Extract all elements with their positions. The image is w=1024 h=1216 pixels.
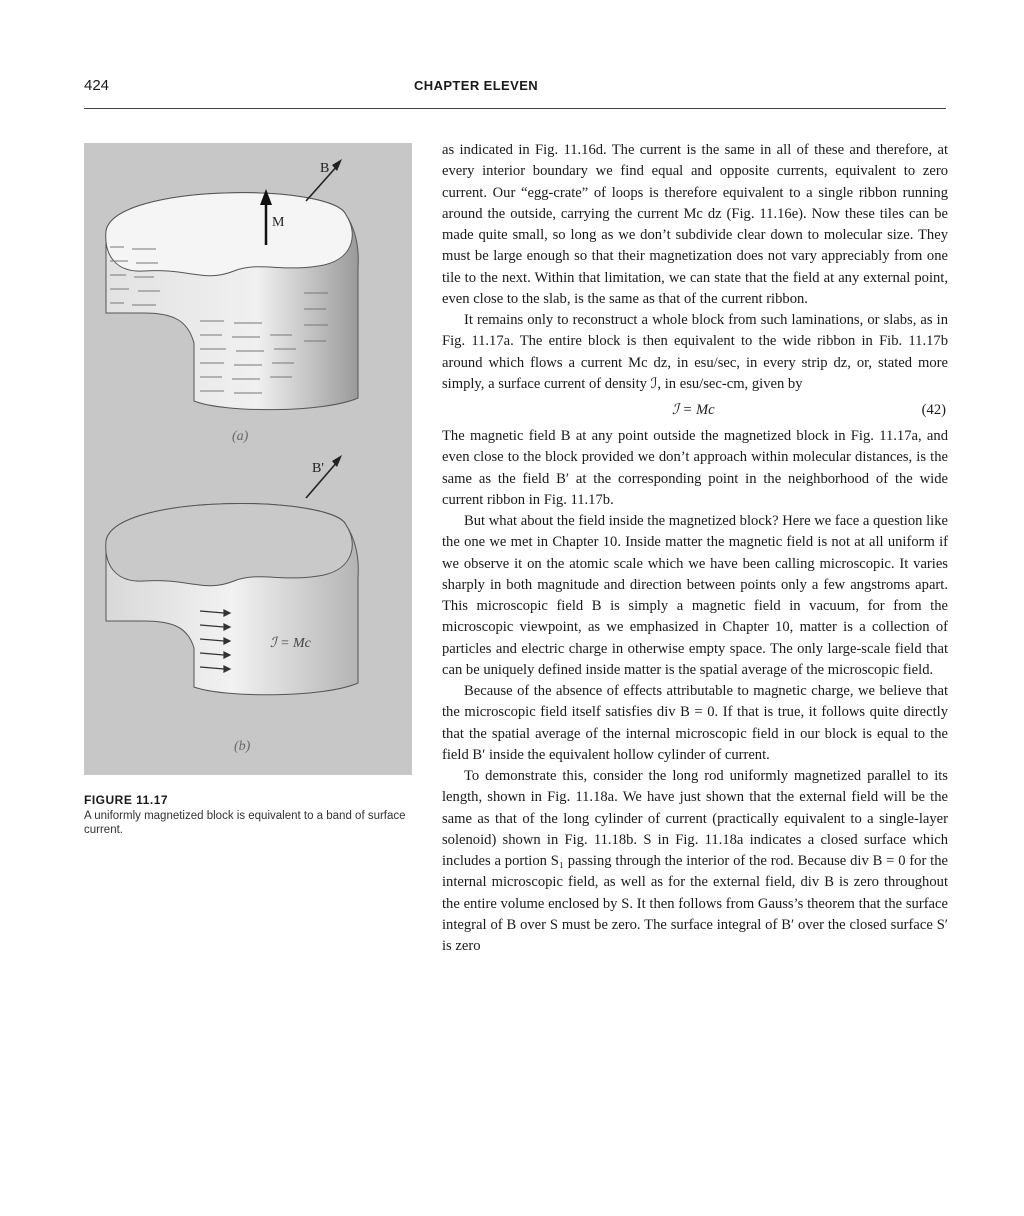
panel-b-label: (b) (234, 739, 251, 754)
figure-11-17 (84, 143, 412, 775)
equation-42 (442, 397, 948, 424)
equation-number: (42) (921, 402, 946, 418)
caption-title: FIGURE 11.17 (84, 793, 169, 807)
paragraph-2: It remains only to reconstruct a whole block from such laminations, or slabs, as in Fig. 11.17a. The entire block is then equivalent to the wide ribbon in Fib. 11.17b around which flows a current Mc dz, in esu/sec, in every strip dz, or, stated more simply, a surface current of density ℐ, in esu/sec-cm, given by (442, 312, 948, 392)
paragraph-5: Because of the absence of effects attributable to magnetic charge, we believe that the microscopic field itself satisfies div B = 0. If that is true, it follows quite directly that the spatial average of the internal microscopic field in our block is equal to the field B′ inside the equivalent hollow cylinder of current. (442, 683, 948, 763)
figure-caption (84, 793, 414, 837)
chapter-title: CHAPTER ELEVEN (414, 78, 539, 93)
surface-current-label: ℐ = Mc (270, 636, 311, 651)
panel-a-block (106, 159, 359, 410)
equation-body: ℐ = Mc (672, 402, 715, 418)
paragraph-3: The magnetic field B at any point outside the magnetized block in Fig. 11.17a, and even close to the block provided we don’t approach within molecular distances, is the same as the field B′ at the corresponding point in the neighborhood of the wide current ribbon in Fig. 11.17b. (442, 428, 948, 508)
page-number: 424 (84, 77, 110, 94)
paragraph-4: But what about the field inside the magnetized block? Here we face a question like the one we met in Chapter 10. Inside matter the magnetic field is not at all uniform if we observe it on the atomic scale which we have been calling microscopic. It varies sharply in both magnitude and direction between points only a few angstroms apart. This microscopic field B is simply a magnetic field in vacuum, for from the microscopic viewpoint, as we emphasized in Chapter 10, matter is a collection of particles and electric charge in otherwise empty space. The only large-scale field that can be uniquely defined inside matter is the spatial average of the microscopic field. (442, 513, 948, 678)
body-text (442, 140, 948, 957)
field-label-B: B (320, 161, 330, 176)
magnetization-label-M: M (272, 215, 285, 230)
panel-a-label: (a) (232, 429, 249, 444)
panel-b-ribbon (106, 455, 359, 695)
field-label-B-prime: B' (312, 461, 324, 476)
paragraph-1: as indicated in Fig. 11.16d. The current is the same in all of these and therefore, at every interior boundary we find equal and opposite currents, equivalent to zero current. Our “egg-crate” of loops is therefore equivalent to a single ribbon running around the outside, carrying the current Mc dz (Fig. 11.16e). Now these tiles can be made quite small, so long as we don’t subdivide clear down to molecular size. They must be large enough so that their magnetization does not vary appreciably from one tile to the next. Within that limitation, we can state that the field at any external point, even close to the slab, is the same as that of the current ribbon. (442, 142, 948, 307)
figure-illustration (84, 143, 412, 775)
paragraph-6: To demonstrate this, consider the long rod uniformly magnetized parallel to its length, shown in Fig. 11.18a. We have just shown that the external field will be the same as that of the long cylinder of current (practically equivalent to a single-layer solenoid) shown in Fig. 11.18b. S in Fig. 11.18a indicates a closed surface which includes a portion S₁ passing through the interior of the rod. Because div B = 0 for the internal microscopic field, as well as for the external field, div B is zero throughout the entire volume enclosed by S. It then follows from Gauss’s theorem that the surface integral of B over S must be zero. The surface integral of B′ over the closed surface S′ is zero (442, 768, 948, 954)
page-header (84, 74, 946, 109)
caption-text: A uniformly magnetized block is equivalent to a band of surface current. (84, 810, 406, 836)
